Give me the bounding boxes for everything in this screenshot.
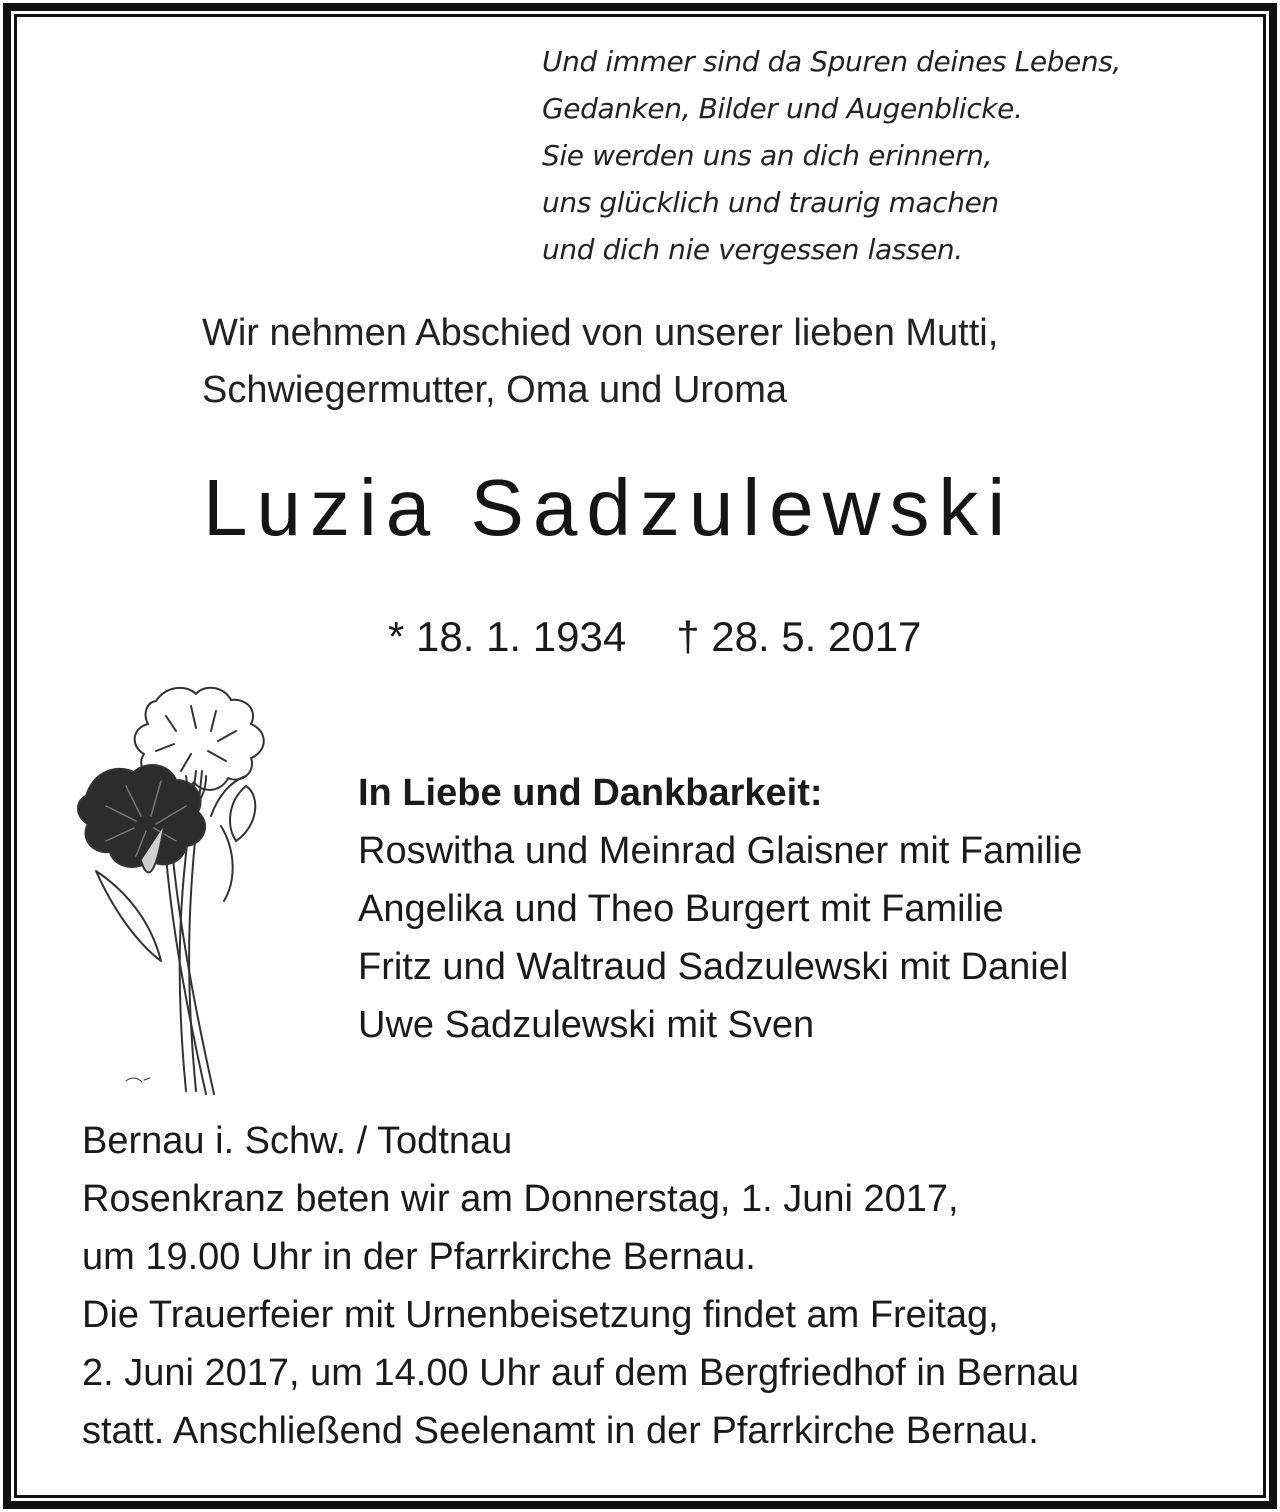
info-line: Rosenkranz beten wir am Donnerstag, 1. Juni 2017,	[82, 1178, 959, 1220]
family-list	[358, 764, 1082, 1054]
info-line: um 19.00 Uhr in der Pfarrkirche Bernau.	[82, 1236, 756, 1278]
intro-line: Wir nehmen Abschied von unserer lieben Mutti,	[202, 312, 999, 354]
info-line: Bernau i. Schw. / Todtnau	[82, 1120, 513, 1162]
info-line: statt. Anschließend Seelenamt in der Pfarrkirche Bernau.	[82, 1410, 1039, 1452]
intro-text	[202, 305, 998, 419]
poem-line: Und immer sind da Spuren deines Lebens,	[542, 45, 1121, 78]
death-date: † 28. 5. 2017	[676, 613, 922, 660]
service-info	[82, 1112, 1079, 1460]
poem-line: und dich nie vergessen lassen.	[542, 233, 963, 266]
birth-date: * 18. 1. 1934	[388, 613, 627, 660]
family-member: Uwe Sadzulewski mit Sven	[358, 1004, 815, 1046]
carnation-flower-icon	[46, 676, 308, 1100]
life-dates	[388, 610, 921, 664]
family-member: Fritz und Waltraud Sadzulewski mit Daniel	[358, 946, 1069, 988]
poem	[542, 38, 1121, 273]
info-line: Die Trauerfeier mit Urnenbeisetzung findet am Freitag,	[82, 1294, 999, 1336]
poem-line: Gedanken, Bilder und Augenblicke.	[542, 92, 1023, 125]
info-line: 2. Juni 2017, um 14.00 Uhr auf dem Bergfriedhof in Bernau	[82, 1352, 1080, 1394]
poem-line: uns glücklich und traurig machen	[542, 186, 999, 219]
family-member: Roswitha und Meinrad Glaisner mit Familie	[358, 830, 1083, 872]
family-member: Angelika und Theo Burgert mit Familie	[358, 888, 1004, 930]
intro-line: Schwiegermutter, Oma und Uroma	[202, 369, 788, 411]
deceased-name: Luzia Sadzulewski	[203, 463, 1015, 552]
poem-line: Sie werden uns an dich erinnern,	[542, 139, 992, 172]
family-heading: In Liebe und Dankbarkeit:	[358, 772, 823, 814]
